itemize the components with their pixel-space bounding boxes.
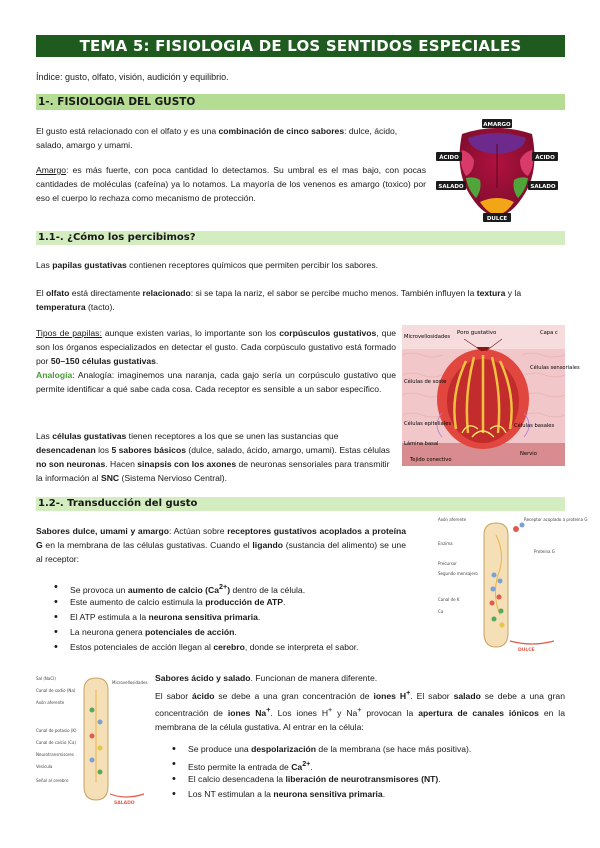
fig2-label-axon: Axón aferente (36, 700, 65, 705)
list-item: • Se produce una despolarización de la membrana (se hace más positiva). (170, 742, 565, 757)
fig1-label-precursor: Precursor (438, 561, 457, 566)
bud-label-sostén: Células de soste (404, 379, 447, 385)
fig1-label-ca: Ca (438, 609, 444, 614)
page-title: TEMA 5: FISIOLOGIA DE LOS SENTIDOS ESPECIALES (36, 35, 565, 57)
tongue-label-salado-left: SALADO (438, 184, 464, 190)
paragraph-dulce-umami-amargo: Sabores dulce, umami y amargo: Actúan sobre receptores gustativos acoplados a proteína G en la membrana de las células gustativas. Cuando el ligando (sustancia del alimento) se une al receptor: (36, 526, 406, 564)
bud-label-micro: Microvellosidades (404, 334, 451, 340)
fig2-label-canal-sodio: Canal de sodio (Na) (36, 688, 76, 693)
list-item: • Estos potenciales de acción llegan al cerebro, donde se interpreta el sabor. (52, 640, 432, 655)
list-canales-ionicos (170, 742, 565, 802)
bud-label-tejido: Tejido conectivo (410, 457, 452, 463)
fig1-label-proteina: Proteína G (534, 549, 555, 554)
fig1-label-segundo: Segundo mensajero (438, 571, 478, 576)
fig1-label-canal: Canal de K (438, 597, 460, 602)
bud-label-sensoriales: Células sensoriales (530, 365, 580, 371)
list-item: • El calcio desencadena la liberación de neurotransmisores (NT). (170, 772, 565, 787)
list-item: • El ATP estimula a la neurona sensitiva primaria. (52, 610, 432, 625)
fig2-label-senal: Señal al cerebro (36, 778, 69, 783)
list-item: • Se provoca un aumento de calcio $(Ca^{2+})$ dentro de la célula. (52, 580, 432, 595)
paragraph-celulas-gustativas-a: Las células gustativas tienen receptores a los que se unen las sustancias que desencadenan los 5 sabores básicos (dulce, salado, ácido, amargo, umami). Estas células no son neuronas. Hacen sinapsis con los axones de neuronas sensoriales para transmitir la información al SNC (Sistema Nervioso Central). (36, 431, 390, 483)
bud-label-poro: Poro gustativo (457, 330, 497, 336)
fig1-label-enzima: Enzima (438, 541, 453, 546)
fig1-label-dulce: DULCE (518, 648, 535, 653)
list-item: • La neurona genera potenciales de acción. (52, 625, 432, 640)
section-heading-percepcion: 1.1-. ¿Cómo los percibimos? (36, 231, 565, 245)
paragraph-tipos-papilas: Tipos de papilas: aunque existen varias, lo importante son los corpúsculos gustativos, que son los órganos especializados en detectar el gusto. Cada corpúsculo gustativo está formado por 50–150 células gustativas. Analogía: Analogía: imaginemos una naranja, cada gajo sería un corpúsculo gustativo que permite identificar a qué sabe cada cosa. Cada receptor es sensible a un sabor específico. (36, 328, 397, 394)
tongue-label-acido-left: ÁCIDO (439, 155, 459, 161)
paragraph-acido-salado-title: Sabores ácido y salado. Funcionan de manera diferente. (155, 673, 378, 683)
fig2-label-vesicula: Vesícula (36, 764, 53, 769)
tongue-diagram (436, 118, 558, 224)
fig2-label-neuro: Neurotransmisores (36, 752, 74, 757)
tongue-label-salado-right: SALADO (530, 184, 556, 190)
tongue-label-acido-right: ÁCIDO (535, 155, 555, 161)
bud-label-capa: Capa c (540, 330, 558, 336)
section-heading-transduccion: 1.2-. Transducción del gusto (36, 497, 565, 511)
paragraph-olfato: El olfato está directamente relacionado: si se tapa la nariz, el sabor se percibe mucho menos. También influyen la textura y la temperatura (tacto). (36, 288, 522, 312)
bud-label-nervio: Nervio (520, 451, 537, 457)
tongue-label-dulce: DULCE (486, 216, 508, 222)
fig2-label-salado: SALADO (114, 801, 135, 806)
section-heading-gusto: 1-. FISIOLOGIA DEL GUSTO (36, 94, 565, 110)
fig2-label-micro: Microvellosidades (112, 680, 148, 685)
list-proteina-g (52, 580, 432, 655)
taste-bud-diagram (402, 325, 580, 466)
paragraph-acido-salado: El sabor ácido se debe a una gran concentración de iones H+. El sabor salado se debe a una gran concentración de iones Na+. Los iones H+ y Na+ provocan la apertura de canales iónicos en la membrana de la célula gustativa. Al entrar en la célula: (155, 689, 565, 732)
paragraph-papilas: Las papilas gustativas contienen receptores químicos que permiten percibir los sabores. (36, 260, 379, 270)
tongue-sweet-zone (480, 198, 514, 215)
list-item: • Los NT estimulan a la neurona sensitiva primaria. (170, 787, 565, 802)
list-item: • Esto permite la entrada de $Ca^{2+}$. (170, 757, 565, 772)
tongue-label-amargo-text: AMARGO (483, 122, 511, 128)
salty-transduction-diagram (34, 670, 152, 808)
paragraph-gusto-intro: El gusto está relacionado con el olfato y es una combinación de cinco sabores: dulce, ácido, salado, amargo y umami. (36, 126, 398, 150)
gprotein-transduction-diagram (436, 515, 588, 655)
fig1-label-axon: Axón aferente (438, 517, 467, 522)
index-line: Índice: gusto, olfato, visión, audición y equilibrio. (36, 72, 229, 82)
fig2-label-canal-k: Canal de potasio (K) (36, 728, 77, 733)
bud-label-lamina: Lámina basal (404, 441, 439, 447)
bud-label-basales: Células basales (514, 423, 555, 429)
paragraph-amargo: Amargo: es más fuerte, con poca cantidad lo detectamos. Su umbral es el mas bajo, con pocas cantidades de moléculas (cafeína) ya lo notamos. La mayoría de los venenos es amargo (toxico) por eso el cuerpo lo rechaza como mecanismo de protección. (36, 165, 426, 203)
bud-label-epiteliales: Células epiteliales (404, 421, 452, 427)
fig2-label-canal-ca: Canal de calcio (Ca) (36, 740, 77, 745)
fig2-label-nacl: Sal (NaCl) (36, 676, 56, 681)
fig1-label-receptor: Receptor acoplado a proteína G (524, 517, 588, 522)
list-item: • Este aumento de calcio estimula la producción de ATP. (52, 595, 432, 610)
